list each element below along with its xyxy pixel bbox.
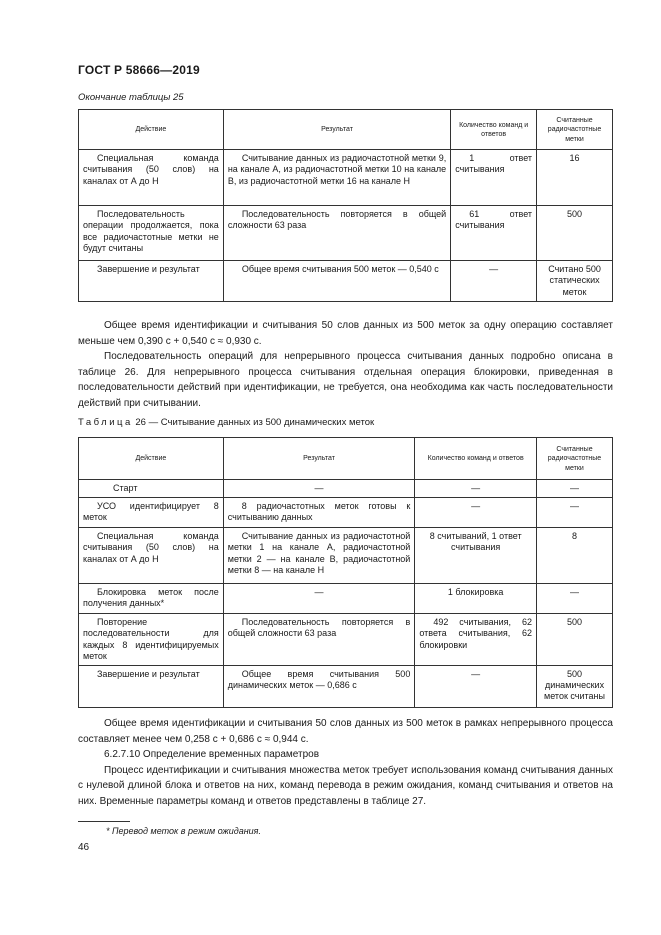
table26-caption-prefix: Таблица	[78, 417, 133, 428]
cell-tags: —	[537, 498, 613, 528]
cell-action: Завершение и результат	[79, 261, 224, 302]
paragraph: Процесс идентификации и считывания множества меток требует использования команд считывания данных с нулевой длиной блока и ответов на них, команд перевода в режим ожидания, команд считывания и ответов на них. Временные параметры команд и ответов представлены в таблице 27.	[78, 764, 613, 807]
table-25	[78, 109, 613, 302]
paragraph: Последовательность операций для непрерывного процесса считывания данных подробно описана в таблице 26. Для непрерывного процесса считывания отдельная операция блокировки, приведенная в последовательности действий при идентификации, не требуется, она необходима как часть последовательности действий при считывании.	[78, 351, 613, 409]
footnote: * Перевод меток в режим ожидания.	[106, 826, 261, 836]
cell-action: Завершение и результат	[79, 665, 224, 707]
table-row	[79, 498, 613, 528]
col-header-result: Результат	[223, 110, 450, 150]
cell-result: Последовательность повторяется в общей сложности 63 раза	[223, 206, 450, 261]
cell-result: —	[223, 584, 415, 614]
cell-action: Старт	[79, 480, 224, 498]
paragraph-block-2	[78, 716, 613, 809]
cell-tags: —	[537, 480, 613, 498]
table-header-row	[79, 110, 613, 150]
table26-caption	[78, 417, 374, 428]
cell-tags: 500	[537, 206, 613, 261]
document-header: ГОСТ Р 58666—2019	[78, 63, 200, 77]
table-row	[79, 584, 613, 614]
cell-count: 1 блокировка	[415, 584, 537, 614]
cell-result: Считывание данных из радиочастотной метки 1 на канале А, радиочастотной метки 2 — на канале В, радиочастотной метки 8 — на канале Н	[223, 528, 415, 584]
cell-tags: —	[537, 584, 613, 614]
table-header-row	[79, 438, 613, 480]
cell-count: —	[415, 498, 537, 528]
cell-count: —	[451, 261, 537, 302]
cell-action: Последовательность операции продолжается, пока все радиочастотные метки не будут считаны	[79, 206, 224, 261]
col-header-action: Действие	[79, 438, 224, 480]
cell-count: —	[415, 480, 537, 498]
paragraph-block-1	[78, 318, 613, 411]
page-number: 46	[78, 842, 90, 853]
table-row	[79, 528, 613, 584]
cell-action: Специальная команда считывания (50 слов) на каналах от А до Н	[79, 528, 224, 584]
cell-action: Повторение последовательности для каждых 8 идентифицируемых меток	[79, 614, 224, 666]
cell-result: Общее время считывания 500 динамических меток — 0,686 с	[223, 665, 415, 707]
paragraph: Общее время идентификации и считывания 50 слов данных из 500 меток за одну операцию составляет меньше чем 0,390 с + 0,540 с ≈ 0,930 с.	[78, 320, 613, 347]
cell-count: 1 ответ считывания	[451, 150, 537, 206]
cell-count: 8 считываний, 1 ответ считывания	[415, 528, 537, 584]
col-header-tags: Считанные радиочастотные метки	[537, 438, 613, 480]
table-row	[79, 614, 613, 666]
cell-result: Считывание данных из радиочастотной метки 9, на канале А, из радиочастотной метки 10 на канале В, из радиочастотной метки 16 на канале Н	[223, 150, 450, 206]
cell-tags: Считано 500 статических меток	[537, 261, 613, 302]
cell-result: Общее время считывания 500 меток — 0,540 с	[223, 261, 450, 302]
cell-count: 492 считывания, 62 ответа считывания, 62 блокировки	[415, 614, 537, 666]
cell-tags: 500 динамических меток считаны	[537, 665, 613, 707]
col-header-result: Результат	[223, 438, 415, 480]
col-header-action: Действие	[79, 110, 224, 150]
cell-action: Специальная команда считывания (50 слов) на каналах от А до Н	[79, 150, 224, 206]
cell-tags: 500	[537, 614, 613, 666]
cell-tags: 8	[537, 528, 613, 584]
table-row	[79, 261, 613, 302]
cell-result: Последовательность повторяется в общей сложности 63 раза	[223, 614, 415, 666]
footnote-divider	[78, 821, 130, 822]
table26-caption-text: 26 — Считывание данных из 500 динамических меток	[135, 417, 375, 428]
cell-action: УСО идентифицирует 8 меток	[79, 498, 224, 528]
table-row	[79, 480, 613, 498]
cell-count: —	[415, 665, 537, 707]
table-row	[79, 206, 613, 261]
table-26	[78, 437, 613, 708]
cell-result: —	[223, 480, 415, 498]
cell-action: Блокировка меток после получения данных*	[79, 584, 224, 614]
table-row	[79, 150, 613, 206]
col-header-count: Количество команд и ответов	[415, 438, 537, 480]
cell-result: 8 радиочастотных меток готовы к считыванию данных	[223, 498, 415, 528]
cell-tags: 16	[537, 150, 613, 206]
section-heading: 6.2.7.10 Определение временных параметров	[104, 749, 320, 760]
paragraph: Общее время идентификации и считывания 50 слов данных из 500 меток в рамках непрерывного процесса составляет менее чем 0,258 с + 0,686 с ≈ 0,944 с.	[78, 718, 613, 745]
col-header-tags: Считанные радиочастотные метки	[537, 110, 613, 150]
cell-count: 61 ответ считывания	[451, 206, 537, 261]
table25-caption: Окончание таблицы 25	[78, 92, 184, 103]
col-header-count: Количество команд и ответов	[451, 110, 537, 150]
table-row	[79, 665, 613, 707]
